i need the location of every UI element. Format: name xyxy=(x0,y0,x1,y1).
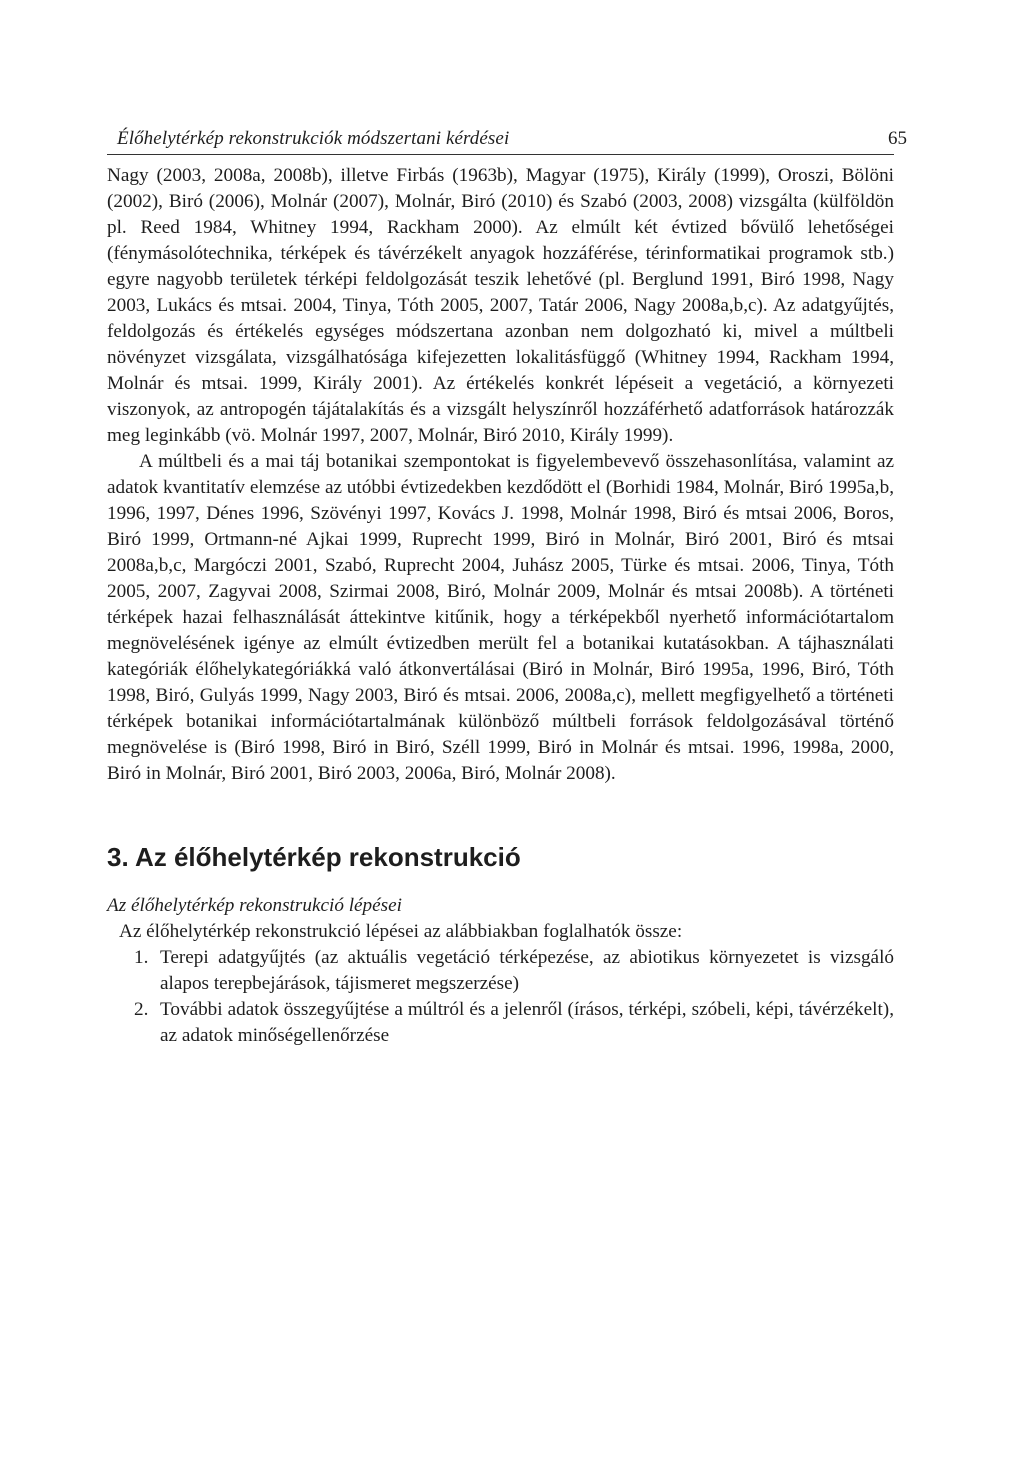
section-heading: 3. Az élőhelytérkép rekonstrukció xyxy=(107,842,521,872)
list-item-text: További adatok összegyűjtése a múltról és a jelenről (írásos, térképi, szóbeli, képi, távérzékelt), az adatok minőségellenőrzése xyxy=(160,999,894,1046)
page-number: 65 xyxy=(888,128,907,149)
list-item xyxy=(107,945,894,997)
document-page xyxy=(107,126,907,1049)
section-intro: Az élőhelytérkép rekonstrukció lépései az alábbiakban foglalhatók össze: xyxy=(119,921,683,942)
list-item-text: Terepi adatgyűjtés (az aktuális vegetáció térképezése, az abiotikus környezetet is vizsgáló alapos terepbejárások, tájismeret megszerzése) xyxy=(160,947,894,994)
list-item xyxy=(107,997,894,1049)
steps-list xyxy=(107,945,894,1049)
body-paragraph-1: Nagy (2003, 2008a, 2008b), illetve Firbás (1963b), Magyar (1975), Király (1999), Oroszi, Bölöni (2002), Biró (2006), Molnár (2007), Molnár, Biró (2010) és Szabó (2003, 2008) vizsgálta (külföldön pl. Reed 1984, Whitney 1994, Rackham 2000). Az elmúlt két évtized bővülő lehetőségei (fénymásolótechnika, térképek és távérzékelt anyagok hozzáférése, térinformatikai programok stb.) egyre nagyobb területek térképi feldolgozását teszik lehetővé (pl. Berglund 1991, Biró 1998, Nagy 2003, Lukács és mtsai. 2004, Tinya, Tóth 2005, 2007, Tatár 2006, Nagy 2008a,b,c). Az adatgyűjtés, feldolgozás és értékelés egységes módszertana azonban nem dolgozható ki, mivel a múltbeli növényzet vizsgálata, vizsgálhatósága kifejezetten lokalitásfüggő (Whitney 1994, Rackham 1994, Molnár és mtsai. 1999, Király 2001). Az értékelés konkrét lépéseit a vegetáció, a környezeti viszonyok, az antropogén tájátalakítás és a vizsgált helyszínről hozzáférhető adatforrások határozzák meg leginkább (vö. Molnár 1997, 2007, Molnár, Biró 2010, Király 1999). xyxy=(107,165,894,446)
list-item-number: 1. xyxy=(134,947,149,968)
body-paragraph-2: A múltbeli és a mai táj botanikai szempontokat is figyelembevevő összehasonlítása, valamint az adatok kvantitatív elemzése az utóbbi évtizedekben kezdődött el (Borhidi 1984, Molnár, Biró 1995a,b, 1996, 1997, Dénes 1996, Szövényi 1997, Kovács J. 1998, Molnár 1998, Biró és mtsai 2006, Boros, Biró 1999, Ortmann-né Ajkai 1999, Ruprecht 1999, Biró in Molnár, Biró 2001, Biró és mtsai 2008a,b,c, Margóczi 2001, Szabó, Ruprecht 2004, Juhász 2005, Türke és mtsai. 2006, Tinya, Tóth 2005, 2007, Zagyvai 2008, Szirmai 2008, Biró, Molnár 2009, Molnár és mtsai 2008b). A történeti térképek hazai felhasználását áttekintve kitűnik, hogy a térképekből nyerhető információtartalom megnövelésének igénye az elmúlt évtizedben merült fel a botanikai kutatásokban. A tájhasználati kategóriák élőhelykategóriákká való átkonvertálásai (Biró in Molnár, Biró 1995a, 1996, Biró, Tóth 1998, Biró, Gulyás 1999, Nagy 2003, Biró és mtsai. 2006, 2008a,c), mellett megfigyelhető a történeti térképek botanikai információtartalmának különböző múltbeli források feldolgozásával történő megnövelése is (Biró 1998, Biró in Biró, Széll 1999, Biró in Molnár és mtsai. 1996, 1998a, 2000, Biró in Molnár, Biró 2001, Biró 2003, 2006a, Biró, Molnár 2008). xyxy=(107,451,894,784)
running-title: Élőhelytérkép rekonstrukciók módszertani kérdései xyxy=(117,128,510,149)
list-item-number: 2. xyxy=(134,999,149,1020)
running-header xyxy=(107,126,907,155)
section-subheading: Az élőhelytérkép rekonstrukció lépései xyxy=(107,895,402,916)
